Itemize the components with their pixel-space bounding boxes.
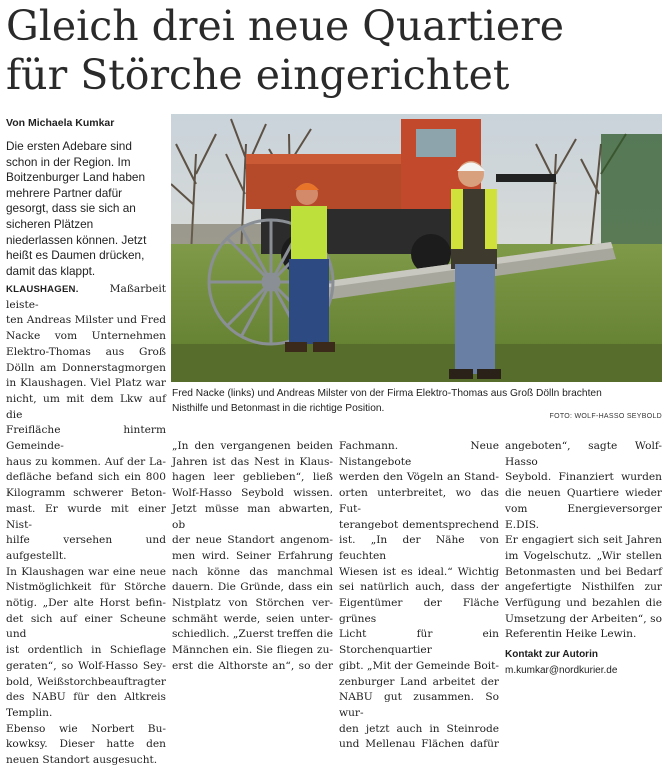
caption-line-1: Fred Nacke (links) und Andreas Milster von der Firma Elektro-Thomas aus Groß Dölln brachten [172, 388, 602, 399]
article-column-1 [6, 282, 166, 769]
headline-line-2: für Störche eingerichtet [6, 51, 510, 99]
column1-line: Freifläche hinterm Gemeinde- [6, 424, 166, 453]
column1-line: in Klaushagen. Viel Platz war [6, 377, 166, 390]
article-column-3 [339, 439, 499, 753]
column3-line: Eigentümer der Fläche grünes [339, 597, 499, 625]
intro-teaser [6, 139, 166, 279]
column1-line: Templin. [6, 706, 53, 719]
article-photo [171, 114, 662, 382]
column2-line: der neue Standort angenom- [172, 534, 333, 547]
column3-line: den jetzt auch in Steinrode [339, 722, 499, 735]
column4-line: angefertigte Nisthilfen zur [505, 581, 662, 594]
column2-line: Jahren ist das Nest in Klaus- [172, 455, 333, 468]
column1-line: mast. Er wurde mit einer Nist- [6, 502, 166, 531]
column4-line: Umsetzung der Arbeiten“, so [505, 612, 662, 625]
column4-line: im Vogelschutz. „Wir stellen [505, 549, 662, 562]
contact-email-link[interactable]: m.kumkar@nordkurier.de [505, 664, 618, 676]
byline: Von Michaela Kumkar [6, 117, 115, 129]
column1-line: geraten“, so Wolf-Hasso Sey- [6, 659, 166, 672]
column4-line: angeboten“, sagte Wolf-Hasso [505, 440, 662, 468]
column3-line: werden den Vögeln an Stand- [339, 471, 499, 484]
column3-line: zenburger Land arbeitet der [339, 675, 499, 688]
column1-line: Nistmöglichkeit für Störche [6, 581, 166, 594]
intro-line: Die ersten Adebare sind [6, 139, 132, 153]
headline-line-1: Gleich drei neue Quartiere [6, 2, 565, 50]
column1-line: Dölln am Donnerstagmorgen [6, 361, 166, 374]
column3-line: orten unterbreitet, wo das Fut- [339, 487, 499, 515]
column1-line: nötig. „Der alte Horst befin- [6, 597, 166, 610]
column2-line: men wird. Seiner Erfahrung [172, 549, 333, 562]
column4-line: Referentin Heike Lewin. [505, 628, 637, 641]
column1-line: neuen Standort ausgesucht. [6, 754, 158, 767]
column1-line: nicht, um mit dem Lkw auf die [6, 392, 166, 421]
column4-line: Seybold. Finanziert wurden [505, 471, 662, 484]
column3-line: ist. „In der Nähe von feuchten [339, 534, 499, 562]
headline [6, 2, 564, 100]
intro-line: sicheren Plätzen [6, 216, 94, 231]
column4-line: Betonmasten und bei Bedarf [505, 565, 662, 578]
column2-line: erst die Althorste an“, so der [172, 659, 333, 672]
photo-credit: FOTO: WOLF-HASSO SEYBOLD [549, 413, 662, 420]
column2-line: nach könne das manchmal [172, 565, 333, 578]
column1-line: Kilogramm schwerer Beton- [6, 487, 166, 500]
column1-line: Ebenso wie Norbert Bu- [6, 722, 166, 735]
column1-line: bold, Weißstorchbeauftragter [6, 675, 166, 688]
column1-line: haus zu kommen. Auf der La- [6, 455, 166, 468]
intro-line: niederlassen können. Jetzt [6, 232, 147, 247]
column3-line: und Mellenau Flächen dafür [339, 738, 499, 751]
column4-line: die neuen Quartiere wieder [505, 487, 662, 500]
intro-line: Boitzenburger Land haben [6, 170, 146, 185]
column2-line: schiedlich. „Zuerst treffen die [172, 628, 333, 641]
column-1-first-text: Maßarbeit leiste- [6, 283, 166, 311]
column1-line: kowksy. Dieser hatte den [6, 738, 166, 751]
column1-line: hilfe versehen und aufgestellt. [6, 534, 166, 562]
column3-line: gibt. „Mit der Gemeinde Boit- [339, 659, 499, 672]
intro-line: damit das klappt. [6, 263, 96, 278]
column1-line: det sich auf einer Scheune und [6, 612, 166, 641]
column2-line: Jetzt müsse man abwarten, ob [172, 502, 333, 531]
column2-line: schmäht werde, seien unter- [172, 612, 333, 625]
column3-line: Wiesen ist es ideal.“ Wichtig [339, 565, 499, 578]
intro-line: heißt es Daumen drücken, [6, 248, 145, 263]
contact-title: Kontakt zur Autorin [505, 649, 598, 661]
column3-line: sei natürlich auch, dass der [339, 581, 499, 594]
column1-line: Nacke vom Unternehmen [6, 330, 166, 343]
column1-line: In Klaushagen war eine neue [6, 565, 166, 578]
column2-line: Männchen ein. Sie fliegen zu- [172, 644, 333, 657]
column3-line: Fachmann. Neue Nistangebote [339, 440, 499, 468]
caption-line-2: Nisthilfe und Betonmast in die richtige Position. [172, 403, 385, 414]
column1-line: ten Andreas Milster und Fred [6, 314, 166, 327]
column4-line: Verfügung und bezahlen die [505, 597, 662, 610]
column2-line: Nistplatz von Störchen ver- [172, 597, 333, 610]
column2-line: hagen leer geblieben“, ließ [172, 471, 333, 484]
dateline: KLAUSHAGEN. [6, 284, 79, 295]
intro-line: mehrere Partner dafür [6, 185, 123, 200]
article-column-2 [172, 439, 333, 675]
column1-line: ist ordentlich in Schieflage [6, 644, 166, 657]
column4-line: vom Energieversorger E.DIS. [505, 502, 662, 531]
column3-line: NABU gut zusammen. So wur- [339, 691, 499, 719]
photo-caption [172, 386, 662, 416]
intro-line: schon in der Region. Im [6, 154, 131, 169]
column1-line: defläche befand sich ein 800 [6, 471, 166, 484]
column4-line: Er engagiert sich seit Jahren [505, 534, 662, 547]
column2-line: Wolf-Hasso Seybold wissen. [172, 487, 333, 500]
column-1-first-line [6, 282, 166, 313]
column3-line: terangebot dementsprechend [339, 518, 499, 531]
article-column-4 [505, 439, 662, 679]
column3-line: Licht für ein Storchenquartier [339, 628, 499, 657]
column1-line: des NABU für den Altkreis [6, 691, 166, 704]
column2-line: dauern. Die Gründe, dass ein [172, 581, 333, 594]
column1-line: Elektro-Thomas aus Groß [6, 345, 166, 358]
column2-line: „In den vergangenen beiden [172, 440, 333, 452]
intro-line: gesorgt, dass sie sich an [6, 201, 136, 216]
photo-workers-storks-nest-icon [171, 114, 662, 382]
